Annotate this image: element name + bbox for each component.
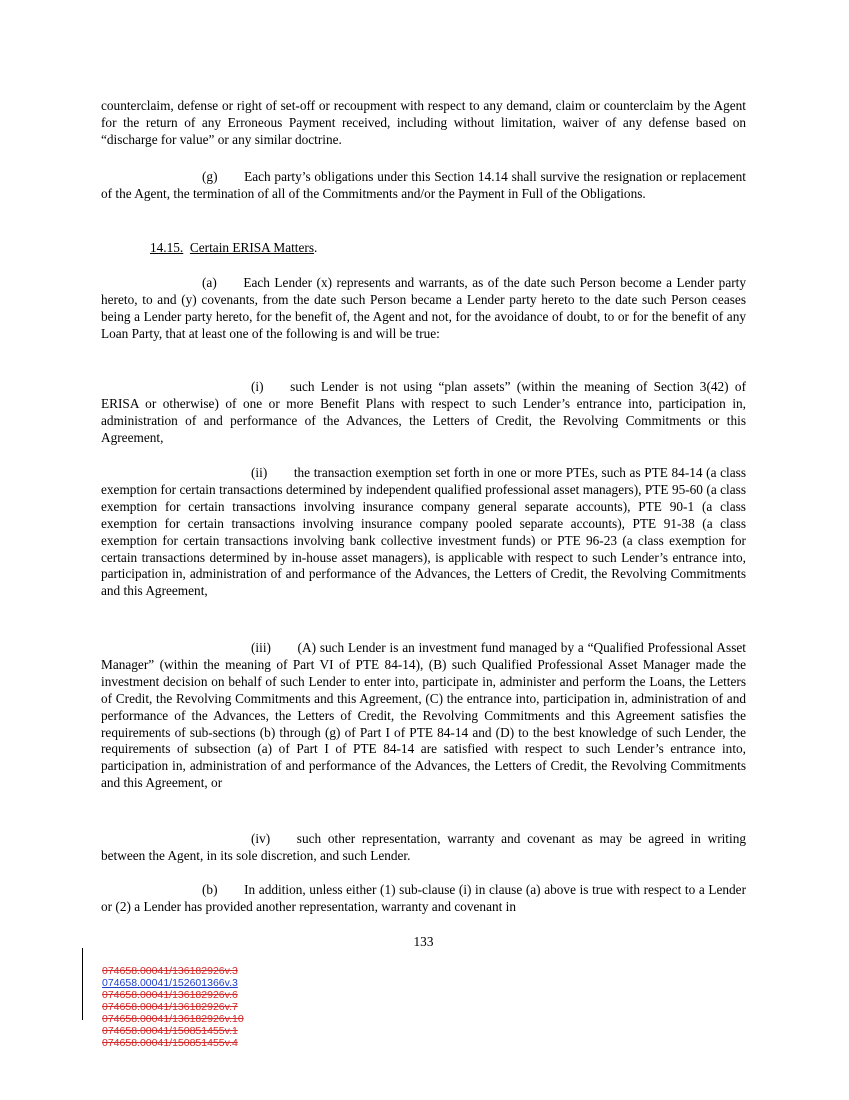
paragraph-a: (a) Each Lender (x) represents and warrants, as of the date such Person become a Lender party hereto, to and (y) covenants, from the date such Person became a Lender party hereto to the date such Person ceases being a Lender party hereto, for the benefit of, the Agent and not, for the avoidance of doubt, to or for the benefit of any Loan Party, that at least one of the following is and will be true: <box>101 275 746 341</box>
doc-id-deleted: 074658.00041/136182926v.6 <box>102 989 238 1001</box>
change-bar <box>82 948 83 1020</box>
paragraph-ii: (ii) the transaction exemption set forth in one or more PTEs, such as PTE 84-14 (a class exemption for certain transactions determined by independent qualified professional asset managers), PTE 95-60 (a class exemption for certain transactions involving insurance company general separate accounts), PTE 90-1 (a class exemption for certain transactions involving insurance company pooled separate accounts), PTE 91-38 (a class exemption for certain transactions involving bank collective investment funds) or PTE 96-23 (a class exemption for certain transactions determined by in-house asset managers), is applicable with respect to such Lender’s entrance into, participation in, administration of and performance of the Advances, the Letters of Credit, the Revolving Commitments and this Agreement, <box>101 465 746 599</box>
doc-id-inserted: 074658.00041/152601366v.3 <box>102 977 238 989</box>
paragraph-g: (g) Each party’s obligations under this Section 14.14 shall survive the resignation or replacement of the Agent, the termination of all of the Commitments and/or the Payment in Full of the Obligations. <box>101 169 746 201</box>
doc-id-deleted: 074658.00041/150851455v.1 <box>102 1025 238 1037</box>
doc-id-deleted: 074658.00041/136182926v.7 <box>102 1001 238 1013</box>
doc-id-deleted: 074658.00041/150851455v.4 <box>102 1037 238 1049</box>
section-heading: 14.15. Certain ERISA Matters. <box>150 240 318 255</box>
section-number: 14.15. <box>150 240 184 255</box>
paragraph-iv: (iv) such other representation, warranty and covenant as may be agreed in writing between the Agent, in its sole discretion, and such Lender. <box>101 831 746 863</box>
page-number: 133 <box>413 934 434 949</box>
doc-id-deleted: 074658.00041/136182926v.10 <box>102 1013 244 1025</box>
paragraph-b: (b) In addition, unless either (1) sub-clause (i) in clause (a) above is true with respect to a Lender or (2) a Lender has provided another representation, warranty and covenant in <box>101 882 746 914</box>
doc-id-deleted: 074658.00041/136182926v.3 <box>102 965 238 977</box>
paragraph-iii: (iii) (A) such Lender is an investment fund managed by a “Qualified Professional Asset Manager” (within the meaning of Part VI of PTE 84-14), (B) such Qualified Professional Asset Manager made the investment decision on behalf of such Lender to enter into, participate in, administer and perform the Loans, the Letters of Credit, the Revolving Commitments and this Agreement, (C) the entrance into, participation in, administration of and performance of the Advances, the Letters of Credit, the Revolving Commitments and this Agreement satisfies the requirements of sub-sections (b) through (g) of Part I of PTE 84-14 and (D) to the best knowledge of such Lender, the requirements of subsection (a) of Part I of PTE 84-14 are satisfied with respect to such Lender’s entrance into, participation in, administration of and performance of the Advances, the Letters of Credit, the Revolving Commitments and this Agreement, or <box>101 640 746 791</box>
paragraph-continuation: counterclaim, defense or right of set-off or recoupment with respect to any demand, claim or counterclaim by the Agent for the return of any Erroneous Payment received, including without limitation, waiver of any defense based on “discharge for value” or any similar doctrine. <box>101 98 746 147</box>
section-title: Certain ERISA Matters <box>189 240 314 255</box>
document-id-footer <box>102 965 244 1049</box>
paragraph-i: (i) such Lender is not using “plan assets” (within the meaning of Section 3(42) of ERISA or otherwise) of one or more Benefit Plans with respect to such Lender’s entrance into, participation in, administration of and performance of the Advances, the Letters of Credit, the Revolving Commitments or this Agreement, <box>101 379 746 445</box>
